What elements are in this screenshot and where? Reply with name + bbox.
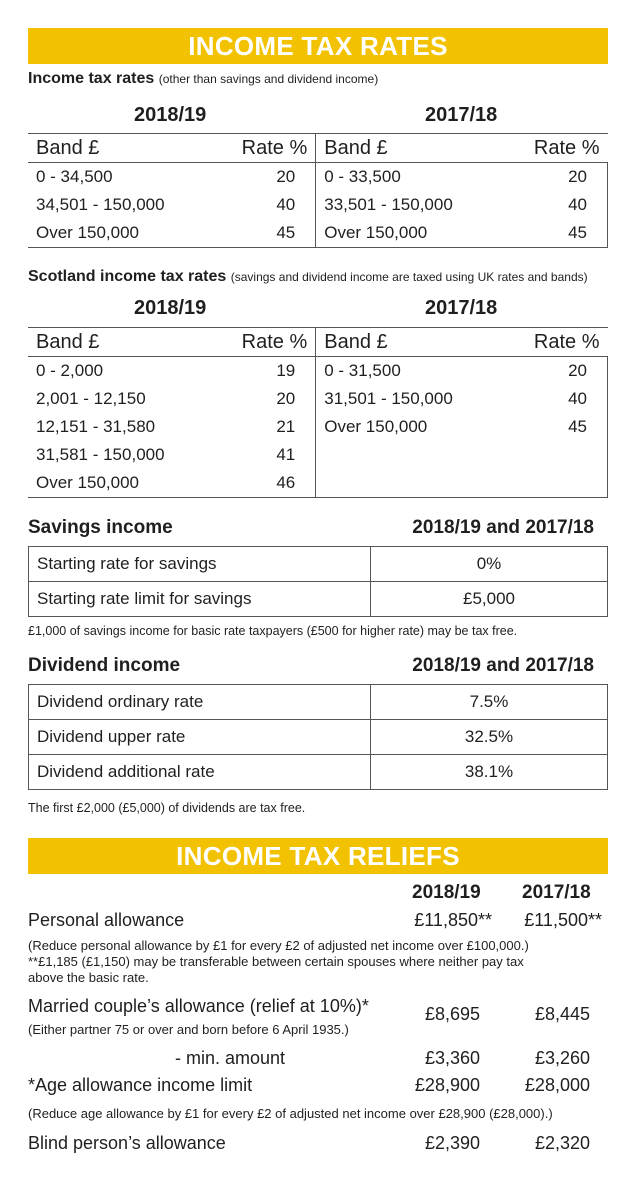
band-cell: 31,501 - 150,000 <box>324 389 453 408</box>
savings-table <box>28 546 608 617</box>
dividend-value: 38.1% <box>371 755 608 790</box>
dividend-table <box>28 684 608 790</box>
table-row <box>29 685 608 720</box>
band-cell: Over 150,000 <box>28 219 228 248</box>
table-row <box>28 219 608 248</box>
age-allowance-2017: £28,000 <box>524 1075 590 1095</box>
reliefs-year-left: 2018/19 <box>412 882 481 903</box>
rate-cell: 20 <box>228 385 316 413</box>
band-cell: 0 - 34,500 <box>36 167 113 186</box>
table-row <box>29 755 608 790</box>
band-cell: Over 150,000 <box>324 417 428 436</box>
col-band-header: Band £ <box>28 134 228 163</box>
savings-value: £5,000 <box>371 582 608 617</box>
dividend-label: Dividend additional rate <box>29 755 371 790</box>
table-row <box>28 469 608 498</box>
personal-note-line: above the basic rate. <box>28 970 149 985</box>
income-tax-reliefs-banner: INCOME TAX RELIEFS <box>28 838 608 874</box>
col-band-header: Band £ <box>28 328 228 357</box>
married-allowance-2017: £8,445 <box>534 1004 590 1024</box>
age-allowance-2018: £28,900 <box>414 1075 480 1095</box>
scotland-rates-year-right: 2017/18 <box>425 297 498 319</box>
rate-cell <box>516 441 608 469</box>
band-cell <box>316 469 516 498</box>
savings-label: Starting rate limit for savings <box>29 582 371 617</box>
rate-cell: 19 <box>228 357 316 386</box>
age-allowance-note: (Reduce age allowance by £1 for every £2 of adjusted net income over £28,900 (£28,000).) <box>28 1106 553 1121</box>
table-row <box>28 191 608 219</box>
savings-footnote: £1,000 of savings income for basic rate taxpayers (£500 for higher rate) may be tax free. <box>28 624 518 638</box>
blind-allowance-2018: £2,390 <box>424 1133 480 1153</box>
scotland-rates-year-left: 2018/19 <box>134 297 207 319</box>
blind-allowance-label: Blind person’s allowance <box>28 1133 226 1153</box>
rate-cell <box>516 469 608 498</box>
min-amount-2018: £3,360 <box>424 1048 480 1068</box>
income-tax-rates-banner: INCOME TAX RATES <box>28 28 608 64</box>
table-row <box>29 547 608 582</box>
dividend-label: Dividend upper rate <box>29 720 371 755</box>
col-rate-header: Rate % <box>228 134 316 163</box>
savings-value: 0% <box>371 547 608 582</box>
band-cell: 0 - 31,500 <box>324 361 401 380</box>
dividend-value: 7.5% <box>371 685 608 720</box>
rate-cell: 41 <box>228 441 316 469</box>
table-row <box>29 720 608 755</box>
income-rates-heading <box>28 70 378 88</box>
band-cell: 31,581 - 150,000 <box>36 445 165 464</box>
min-amount-2017: £3,260 <box>534 1048 590 1068</box>
band-cell <box>316 441 516 469</box>
dividend-footnote: The first £2,000 (£5,000) of dividends are tax free. <box>28 801 306 815</box>
personal-allowance-label: Personal allowance <box>28 910 185 930</box>
table-row <box>28 413 608 441</box>
rate-cell: 40 <box>228 191 316 219</box>
col-band-header: Band £ <box>316 328 516 357</box>
rate-cell: 20 <box>516 163 608 192</box>
rate-cell: 20 <box>516 357 608 386</box>
rate-cell: 40 <box>516 385 608 413</box>
band-cell: 34,501 - 150,000 <box>36 195 165 214</box>
dividend-label: Dividend ordinary rate <box>29 685 371 720</box>
married-allowance-note: (Either partner 75 or over and born before 6 April 1935.) <box>28 1022 349 1037</box>
band-cell: 0 - 33,500 <box>324 167 401 186</box>
scotland-rates-note: (savings and dividend income are taxed using UK rates and bands) <box>230 270 588 284</box>
rate-cell: 45 <box>516 219 608 248</box>
personal-note-line: (Reduce personal allowance by £1 for every £2 of adjusted net income over £100,000.) <box>28 938 529 953</box>
personal-allowance-2018: £11,850** <box>414 910 492 930</box>
scotland-rates-heading <box>28 268 588 286</box>
band-cell: Over 150,000 <box>316 219 516 248</box>
rate-cell: 20 <box>228 163 316 192</box>
dividend-value: 32.5% <box>371 720 608 755</box>
table-row <box>28 441 608 469</box>
table-row <box>28 163 608 192</box>
income-rates-table <box>28 133 608 248</box>
rate-cell: 46 <box>228 469 316 498</box>
band-cell: Over 150,000 <box>28 469 228 498</box>
scotland-rates-title: Scotland income tax rates <box>28 268 227 285</box>
income-rates-title: Income tax rates <box>28 70 155 87</box>
rate-cell: 45 <box>516 413 608 441</box>
savings-heading <box>28 517 594 539</box>
rate-cell: 40 <box>516 191 608 219</box>
blind-allowance-2017: £2,320 <box>534 1133 590 1153</box>
personal-allowance-2017: £11,500** <box>524 910 602 930</box>
married-allowance-2018: £8,695 <box>424 1004 480 1024</box>
col-rate-header: Rate % <box>228 328 316 357</box>
band-cell: 33,501 - 150,000 <box>324 195 453 214</box>
savings-years: 2018/19 and 2017/18 <box>412 517 594 538</box>
band-cell: 2,001 - 12,150 <box>36 389 146 408</box>
dividend-title: Dividend income <box>28 655 181 676</box>
married-allowance-label: Married couple’s allowance (relief at 10%)* <box>28 996 369 1016</box>
band-cell: 12,151 - 31,580 <box>36 417 156 436</box>
band-cell: 0 - 2,000 <box>36 361 104 380</box>
savings-title: Savings income <box>28 517 173 538</box>
rate-cell: 21 <box>228 413 316 441</box>
col-rate-header: Rate % <box>516 134 608 163</box>
min-amount-label: - min. amount <box>175 1048 286 1068</box>
dividend-heading <box>28 655 594 677</box>
rate-cell: 45 <box>228 219 316 248</box>
table-row <box>28 385 608 413</box>
reliefs-year-right: 2017/18 <box>522 882 591 903</box>
income-rates-year-left: 2018/19 <box>134 104 207 126</box>
personal-allowance-note <box>28 938 608 986</box>
col-band-header: Band £ <box>316 134 516 163</box>
personal-note-line: **£1,185 (£1,150) may be transferable between certain spouses where neither pay tax <box>28 954 524 969</box>
age-allowance-label: *Age allowance income limit <box>28 1075 253 1095</box>
table-row <box>29 582 608 617</box>
dividend-years: 2018/19 and 2017/18 <box>412 655 594 676</box>
scotland-rates-table <box>28 327 608 498</box>
income-rates-year-right: 2017/18 <box>425 104 498 126</box>
income-rates-note: (other than savings and dividend income) <box>158 72 379 86</box>
savings-label: Starting rate for savings <box>29 547 371 582</box>
table-row <box>28 357 608 386</box>
col-rate-header: Rate % <box>516 328 608 357</box>
